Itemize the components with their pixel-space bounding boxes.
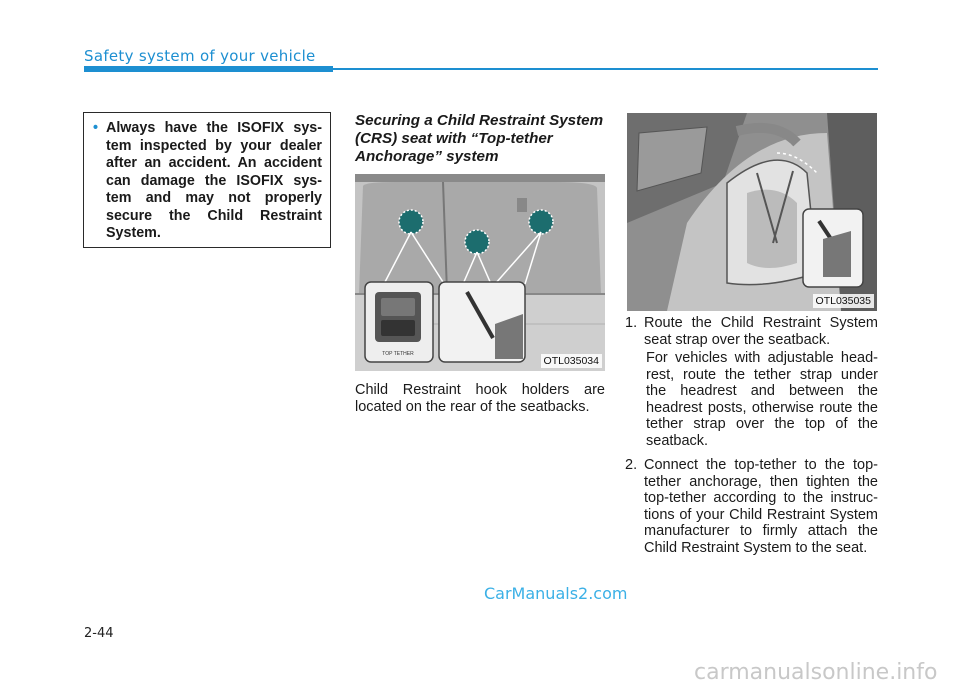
header-bar-thin xyxy=(333,68,878,70)
section-title: Safety system of your vehicle xyxy=(84,47,316,65)
step-text: Route the Child Restraint System seat strap over the seatback. xyxy=(644,315,878,348)
inset-label: TOP TETHER xyxy=(382,351,414,357)
bullet-icon: • xyxy=(93,120,99,136)
header-bar-thick xyxy=(84,66,333,72)
figure-code: OTL035035 xyxy=(813,294,874,308)
watermark-link[interactable]: CarManuals2.com xyxy=(484,584,628,603)
site-watermark: carmanualsonline.info xyxy=(694,660,938,685)
step-number: 2. xyxy=(625,457,638,473)
tether-anchor-left xyxy=(399,210,423,234)
tether-anchor-center xyxy=(465,230,489,254)
figure-code: OTL035034 xyxy=(541,354,602,368)
warning-item xyxy=(93,120,322,243)
page-number: 2-44 xyxy=(84,626,114,641)
step-text: Connect the top-tether to the top-tether anchorage, then tighten the top-tether according to the instruc-tions of your Child Restraint System manufacturer to firmly attach the Child Restraint System to the seat. xyxy=(644,457,878,556)
body-paragraph: Child Restraint hook holders are located on the rear of the seatbacks. xyxy=(355,382,605,415)
section-heading: Securing a Child Restraint System (CRS) seat with “Top-tether Anchorage” system xyxy=(355,112,604,165)
cargo-area-illustration xyxy=(355,174,605,371)
step-item xyxy=(625,457,878,556)
step-note: For vehicles with adjustable head-rest, route the tether strap under the headrest and between the headrest posts, otherwise route the tether strap over the top of the seatback. xyxy=(646,350,878,449)
tether-anchor-right xyxy=(529,210,553,234)
child-seat-illustration xyxy=(627,113,877,311)
steps-list xyxy=(625,315,878,556)
warning-box xyxy=(83,112,331,248)
step-item xyxy=(625,315,878,348)
figure-rear-seatbacks xyxy=(355,174,605,371)
figure-child-seat xyxy=(627,113,877,311)
warning-text: Always have the ISOFIX sys-tem inspected by your dealer after an accident. An accident can damage the ISOFIX sys-tem and may not properly secure the Child Restraint System. xyxy=(106,120,322,241)
step-number: 1. xyxy=(625,315,638,331)
